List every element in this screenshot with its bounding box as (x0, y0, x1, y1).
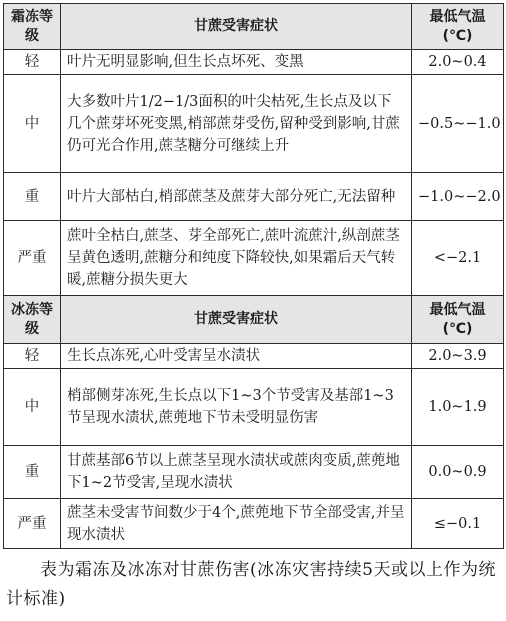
freeze-temp-cell: 1.0~1.9 (412, 369, 504, 446)
freeze-row-extreme (4, 499, 504, 549)
freeze-level-header: 冰冻等级 (4, 296, 61, 344)
freeze-level-cell: 重 (4, 446, 61, 499)
frost-row-light (4, 50, 504, 75)
freeze-temp-cell: 2.0~3.9 (412, 344, 504, 369)
freeze-header-row (4, 296, 504, 344)
freeze-row-severe (4, 446, 504, 499)
frost-temp-cell: −1.0~−2.0 (412, 173, 504, 221)
frost-symptom-cell: 叶片大部枯白,梢部蔗茎及蔗芽大部分死亡,无法留种 (61, 173, 412, 221)
frost-temp-cell: <−2.1 (412, 221, 504, 296)
freeze-row-medium (4, 369, 504, 446)
sugarcane-damage-table (3, 3, 504, 549)
freeze-symptom-cell: 生长点冻死,心叶受害呈水渍状 (61, 344, 412, 369)
freeze-level-cell: 中 (4, 369, 61, 446)
freeze-level-cell: 轻 (4, 344, 61, 369)
frost-temp-cell: 2.0~0.4 (412, 50, 504, 75)
frost-header-row (4, 4, 504, 50)
frost-symptom-cell: 叶片无明显影响,但生长点坏死、变黑 (61, 50, 412, 75)
frost-level-cell: 轻 (4, 50, 61, 75)
frost-temp-header: 最低气温(℃) (412, 4, 504, 50)
frost-symptom-cell: 大多数叶片1/2−1/3面积的叶尖枯死,生长点及以下几个蔗芽坏死变黑,梢部蔗芽受伤,留种受到影响,甘蔗仍可光合作用,蔗茎糖分可继续上升 (61, 75, 412, 173)
frost-level-header: 霜冻等级 (4, 4, 61, 50)
frost-level-cell: 严重 (4, 221, 61, 296)
frost-row-severe (4, 173, 504, 221)
frost-level-cell: 中 (4, 75, 61, 173)
freeze-symptom-cell: 梢部侧芽冻死,生长点以下1~3个节受害及基部1~3节呈现水渍状,蔗蔸地下节未受明显伤害 (61, 369, 412, 446)
freeze-temp-cell: 0.0~0.9 (412, 446, 504, 499)
freeze-temp-cell: ≤−0.1 (412, 499, 504, 549)
freeze-temp-header: 最低气温(℃) (412, 296, 504, 344)
frost-level-cell: 重 (4, 173, 61, 221)
frost-symptom-header: 甘蔗受害症状 (61, 4, 412, 50)
freeze-level-cell: 严重 (4, 499, 61, 549)
table-caption: 表为霜冻及冰冻对甘蔗伤害(冰冻灾害持续5天或以上作为统计标准) (6, 560, 496, 609)
freeze-row-light (4, 344, 504, 369)
freeze-symptom-cell: 蔗茎未受害节间数少于4个,蔗蔸地下节全部受害,并呈现水渍状 (61, 499, 412, 549)
frost-temp-cell: −0.5~−1.0 (412, 75, 504, 173)
freeze-symptom-cell: 甘蔗基部6节以上蔗茎呈现水渍状或蔗肉变质,蔗蔸地下1~2节受害,呈现水渍状 (61, 446, 412, 499)
freeze-symptom-header: 甘蔗受害症状 (61, 296, 412, 344)
frost-row-medium (4, 75, 504, 173)
frost-symptom-cell: 蔗叶全枯白,蔗茎、芽全部死亡,蔗叶流蔗汁,纵剖蔗茎呈黄色透明,蔗糖分和纯度下降较快,如果霜后天气转暖,蔗糖分损失更大 (61, 221, 412, 296)
frost-row-extreme (4, 221, 504, 296)
